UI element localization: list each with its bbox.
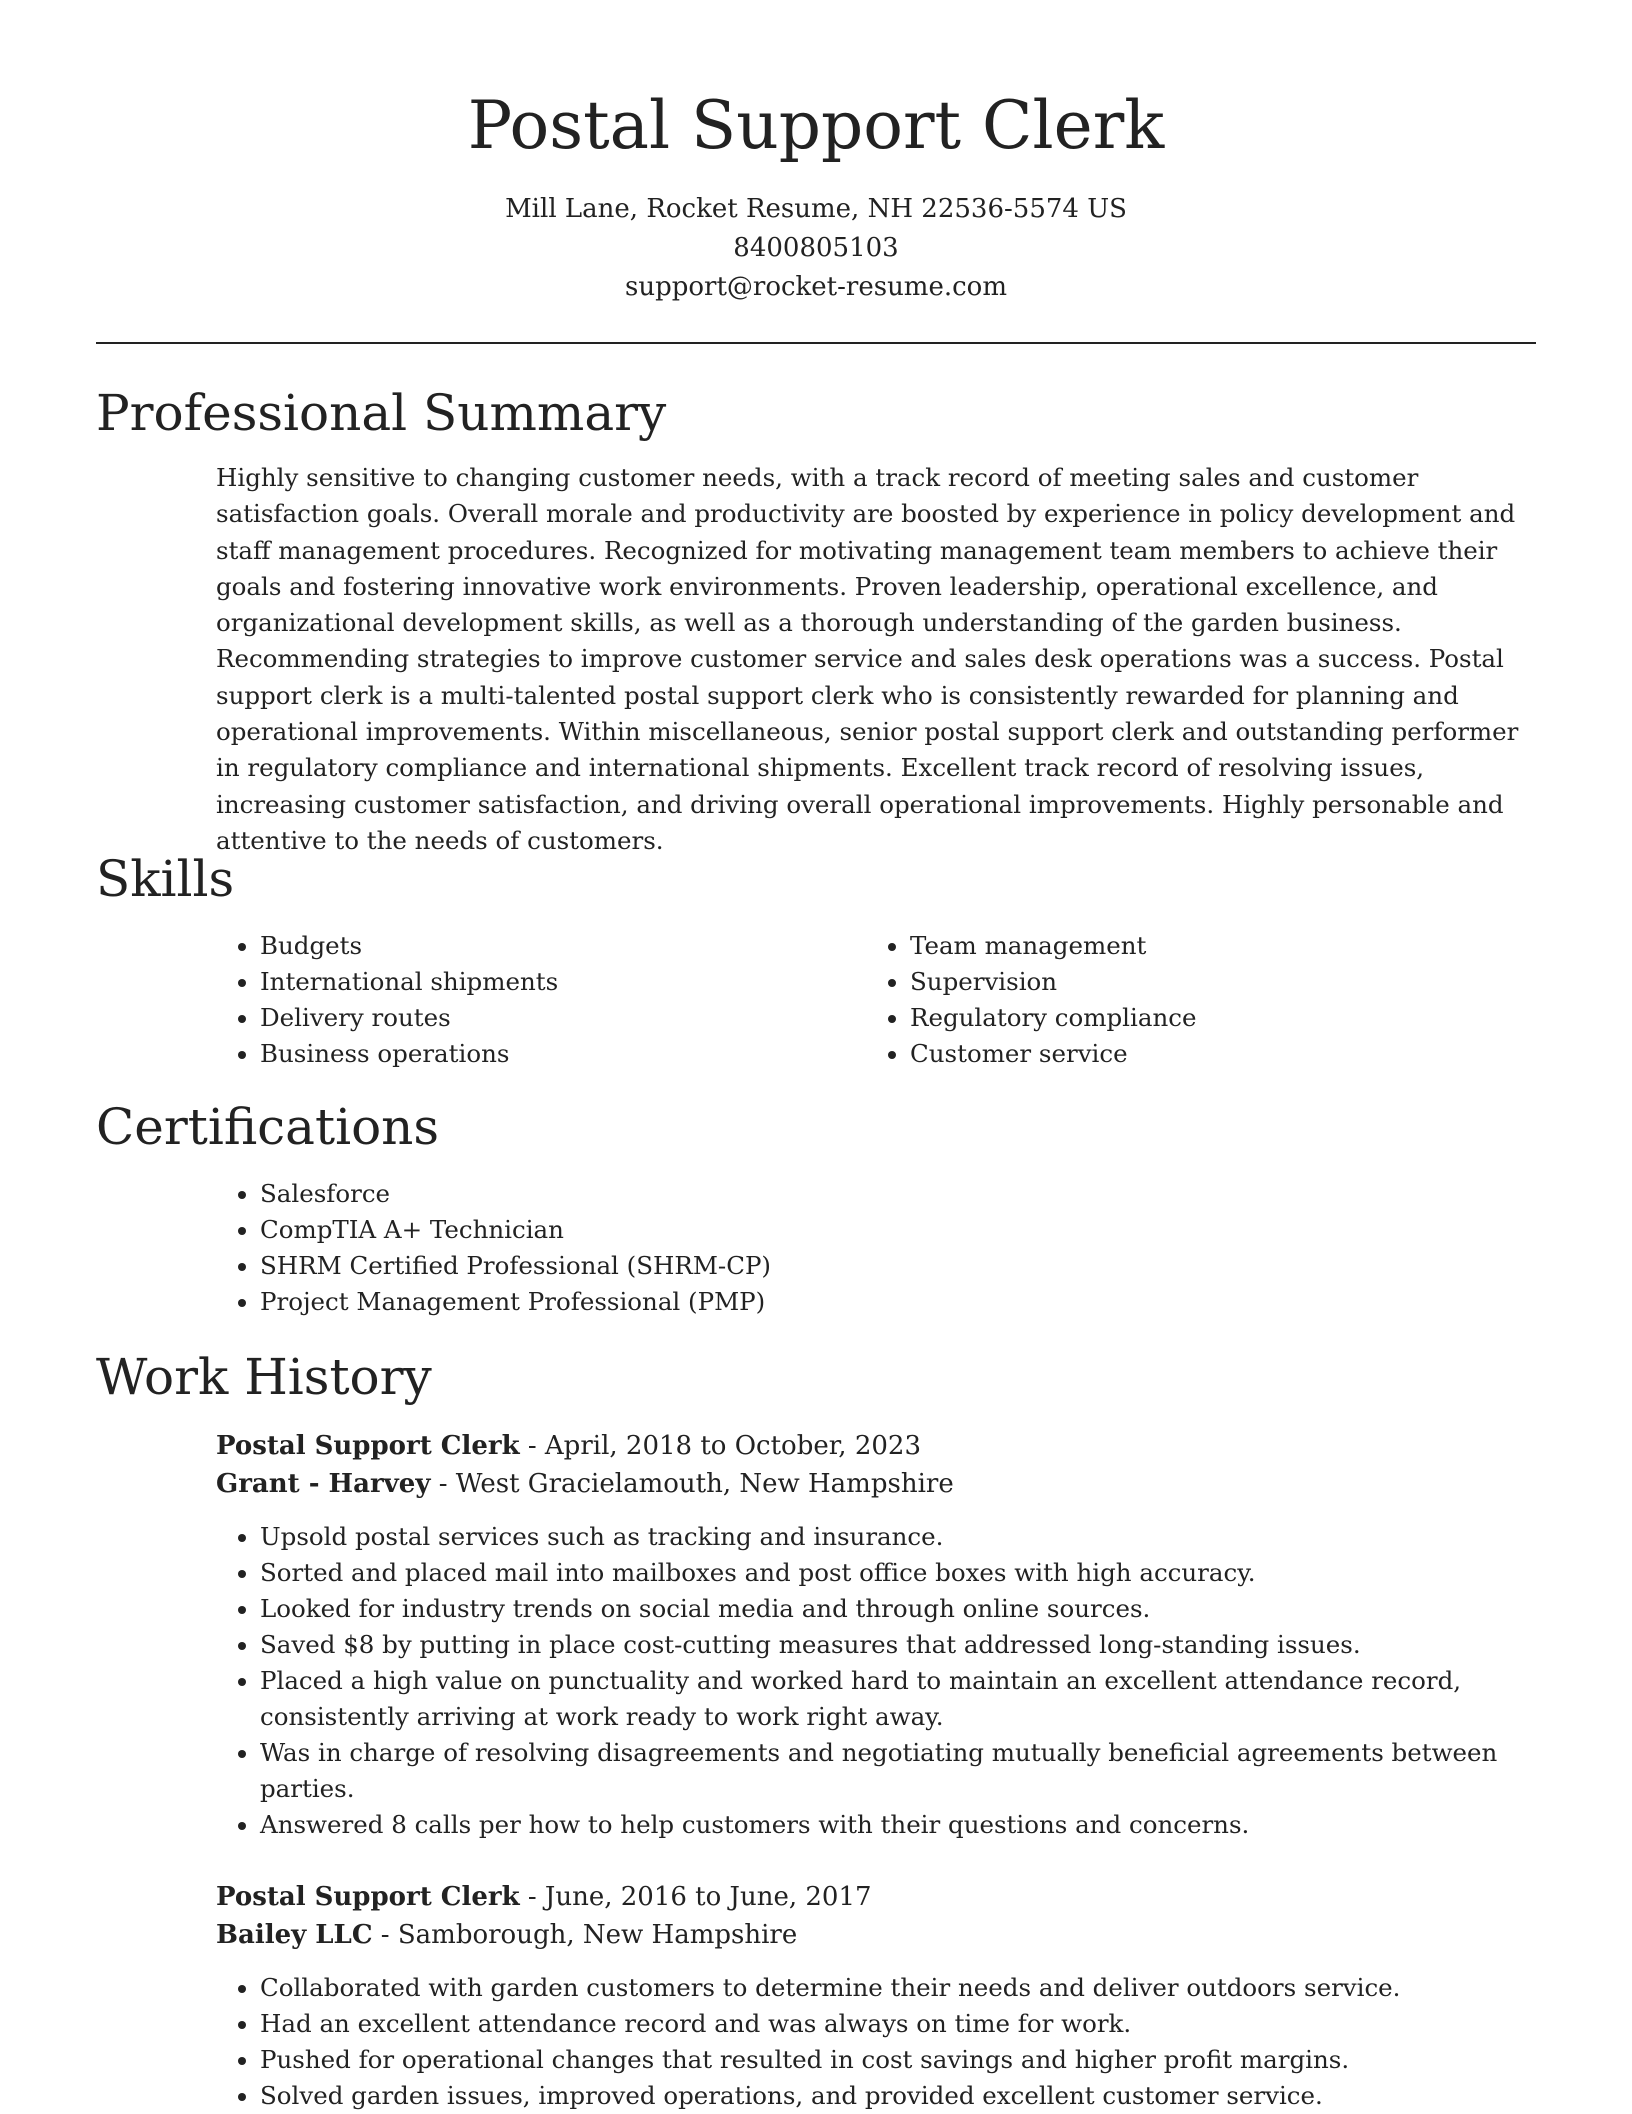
skill-item: • Budgets — [260, 928, 880, 964]
job-title-line — [216, 1427, 921, 1465]
skill-item: • Regulatory compliance — [910, 1000, 1530, 1036]
skill-item: • Supervision — [910, 964, 1530, 1000]
certifications-list — [216, 1176, 1460, 1320]
certifications-heading: Certifications — [96, 1098, 440, 1156]
email: support@rocket-resume.com — [624, 272, 1007, 302]
job-company: Grant - Harvey — [216, 1469, 431, 1499]
job-bullet: • Saved $8 by putting in place cost-cutting measures that addressed long-standing issues. — [260, 1627, 1580, 1663]
job-bullet: • Solved garden issues, improved operations, and provided excellent customer service. — [260, 2078, 1580, 2114]
job-title: Postal Support Clerk — [216, 1431, 520, 1461]
certification-item: • Salesforce — [260, 1176, 1460, 1212]
job-bullet: • Was in charge of resolving disagreements and negotiating mutually beneficial agreements between parties. — [260, 1735, 1580, 1807]
job-bullet: • Collaborated with garden customers to determine their needs and deliver outdoors service. — [260, 1970, 1580, 2006]
job-company: Bailey LLC — [216, 1920, 373, 1950]
certification-item: • Project Management Professional (PMP) — [260, 1284, 1460, 1320]
job-bullet: • Answered 8 calls per how to help customers with their questions and concerns. — [260, 1807, 1580, 1843]
job-dates: - April, 2018 to October, 2023 — [519, 1431, 921, 1461]
job-bullet: • Placed a high value on punctuality and worked hard to maintain an excellent attendance record, consistently arriving at work ready to work right away. — [260, 1663, 1580, 1735]
contact-block — [0, 190, 1632, 307]
candidate-name: Postal Support Clerk — [467, 87, 1165, 164]
phone: 8400805103 — [733, 233, 899, 263]
address: Mill Lane, Rocket Resume, NH 22536-5574 US — [505, 194, 1127, 224]
job-bullet: • Sorted and placed mail into mailboxes and post office boxes with high accuracy. — [260, 1555, 1580, 1591]
skills-heading: Skills — [96, 850, 235, 908]
job-bullet: • Pushed for operational changes that resulted in cost savings and higher profit margins. — [260, 2042, 1580, 2078]
job-title: Postal Support Clerk — [216, 1882, 520, 1912]
job-bullets — [216, 1970, 1580, 2114]
certification-item: • SHRM Certified Professional (SHRM-CP) — [260, 1248, 1460, 1284]
skills-list-right — [866, 928, 1530, 1072]
certification-item: • CompTIA A+ Technician — [260, 1212, 1460, 1248]
skill-item: • Team management — [910, 928, 1530, 964]
skill-item: • International shipments — [260, 964, 880, 1000]
job-bullet: • Had an excellent attendance record and was always on time for work. — [260, 2006, 1580, 2042]
skill-item: • Business operations — [260, 1036, 880, 1072]
job-title-line — [216, 1878, 872, 1916]
job-bullet: • Upsold postal services such as tracking and insurance. — [260, 1519, 1580, 1555]
summary-heading: Professional Summary — [96, 384, 667, 442]
job-dates: - June, 2016 to June, 2017 — [519, 1882, 872, 1912]
skill-item: • Delivery routes — [260, 1000, 880, 1036]
work-history-heading: Work History — [96, 1348, 432, 1406]
job-company-line — [216, 1916, 797, 1954]
job-company-line — [216, 1465, 954, 1503]
job-bullet: • Looked for industry trends on social media and through online sources. — [260, 1591, 1580, 1627]
job-location: - Samborough, New Hampshire — [372, 1920, 798, 1950]
summary-text: Highly sensitive to changing customer needs, with a track record of meeting sales and customer satisfaction goals. Overall morale and productivity are boosted by experience in policy development and staff management procedures. Recognized for motivating management team members to achieve their goals and fostering innovative work environments. Proven leadership, operational excellence, and organizational development skills, as well as a thorough understanding of the garden business. Recommending strategies to improve customer service and sales desk operations was a success. Postal support clerk is a multi-talented postal support clerk who is consistently rewarded for planning and operational improvements. Within miscellaneous, senior postal support clerk and outstanding performer in regulatory compliance and international shipments. Excellent track record of resolving issues, increasing customer satisfaction, and driving overall operational improvements. Highly personable and attentive to the needs of customers. — [216, 463, 1519, 855]
job-location: - West Gracielamouth, New Hampshire — [430, 1469, 954, 1499]
skill-item: • Customer service — [910, 1036, 1530, 1072]
header-divider — [96, 342, 1536, 344]
skills-list-left — [216, 928, 880, 1072]
resume-header — [0, 0, 1632, 166]
job-bullets — [216, 1519, 1580, 1843]
